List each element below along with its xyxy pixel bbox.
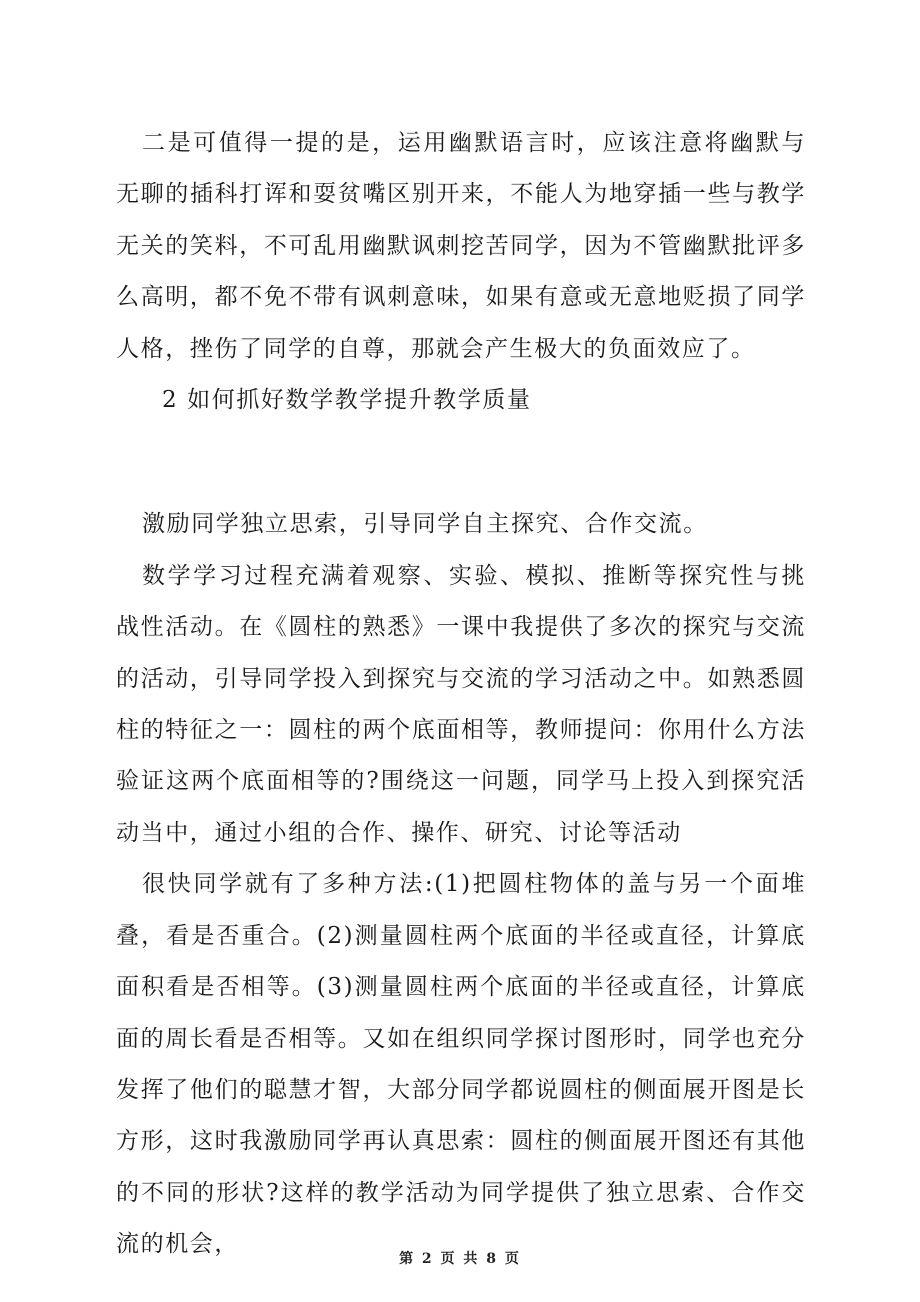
paragraph-encourage-thinking: 激励同学独立思索，引导同学自主探究、合作交流。 <box>142 511 708 538</box>
paragraph-humor-caution: 二是可值得一提的是，运用幽默语言时，应该注意将幽默与无聊的插科打诨和耍贫嘴区别开来，不能人为地穿插一些与教学无关的笑料，不可乱用幽默讽刺挖苦同学，因为不管幽默批评多么高明，都不免不带有讽刺意味，如果有意或无意地贬损了同学人格，挫伤了同学的自尊，那就会产生极大的负面效应了。 <box>116 130 806 362</box>
section-heading: 2 如何抓好数学教学提升教学质量 <box>162 387 532 414</box>
document-body <box>116 118 806 1271</box>
page-number-footer: 第 2 页 共 8 页 <box>399 1251 521 1267</box>
section-spacer <box>116 426 806 499</box>
paragraph-exploration-activities: 数学学习过程充满着观察、实验、模拟、推断等探究性与挑战性活动。在《圆柱的熟悉》一课中我提供了多次的探究与交流的活动，引导同学投入到探究与交流的学习活动之中。如熟悉圆柱的特征之一：圆柱的两个底面相等，教师提问：你用什么方法验证这两个底面相等的?围绕这一问题，同学马上投入到探究活动当中，通过小组的合作、操作、研究、讨论等活动 <box>116 562 806 846</box>
paragraph-methods: 很快同学就有了多种方法:(1)把圆柱物体的盖与另一个面堆叠，看是否重合。(2)测量圆柱两个底面的半径或直径，计算底面积看是否相等。(3)测量圆柱两个底面的半径或直径，计算底面的周长看是否相等。又如在组织同学探讨图形时，同学也充分发挥了他们的聪慧才智，大部分同学都说圆柱的侧面展开图是长方形，这时我激励同学再认真思索：圆柱的侧面展开图还有其他的不同的形状?这样的教学活动为同学提供了独立思索、合作交流的机会， <box>116 871 806 1258</box>
